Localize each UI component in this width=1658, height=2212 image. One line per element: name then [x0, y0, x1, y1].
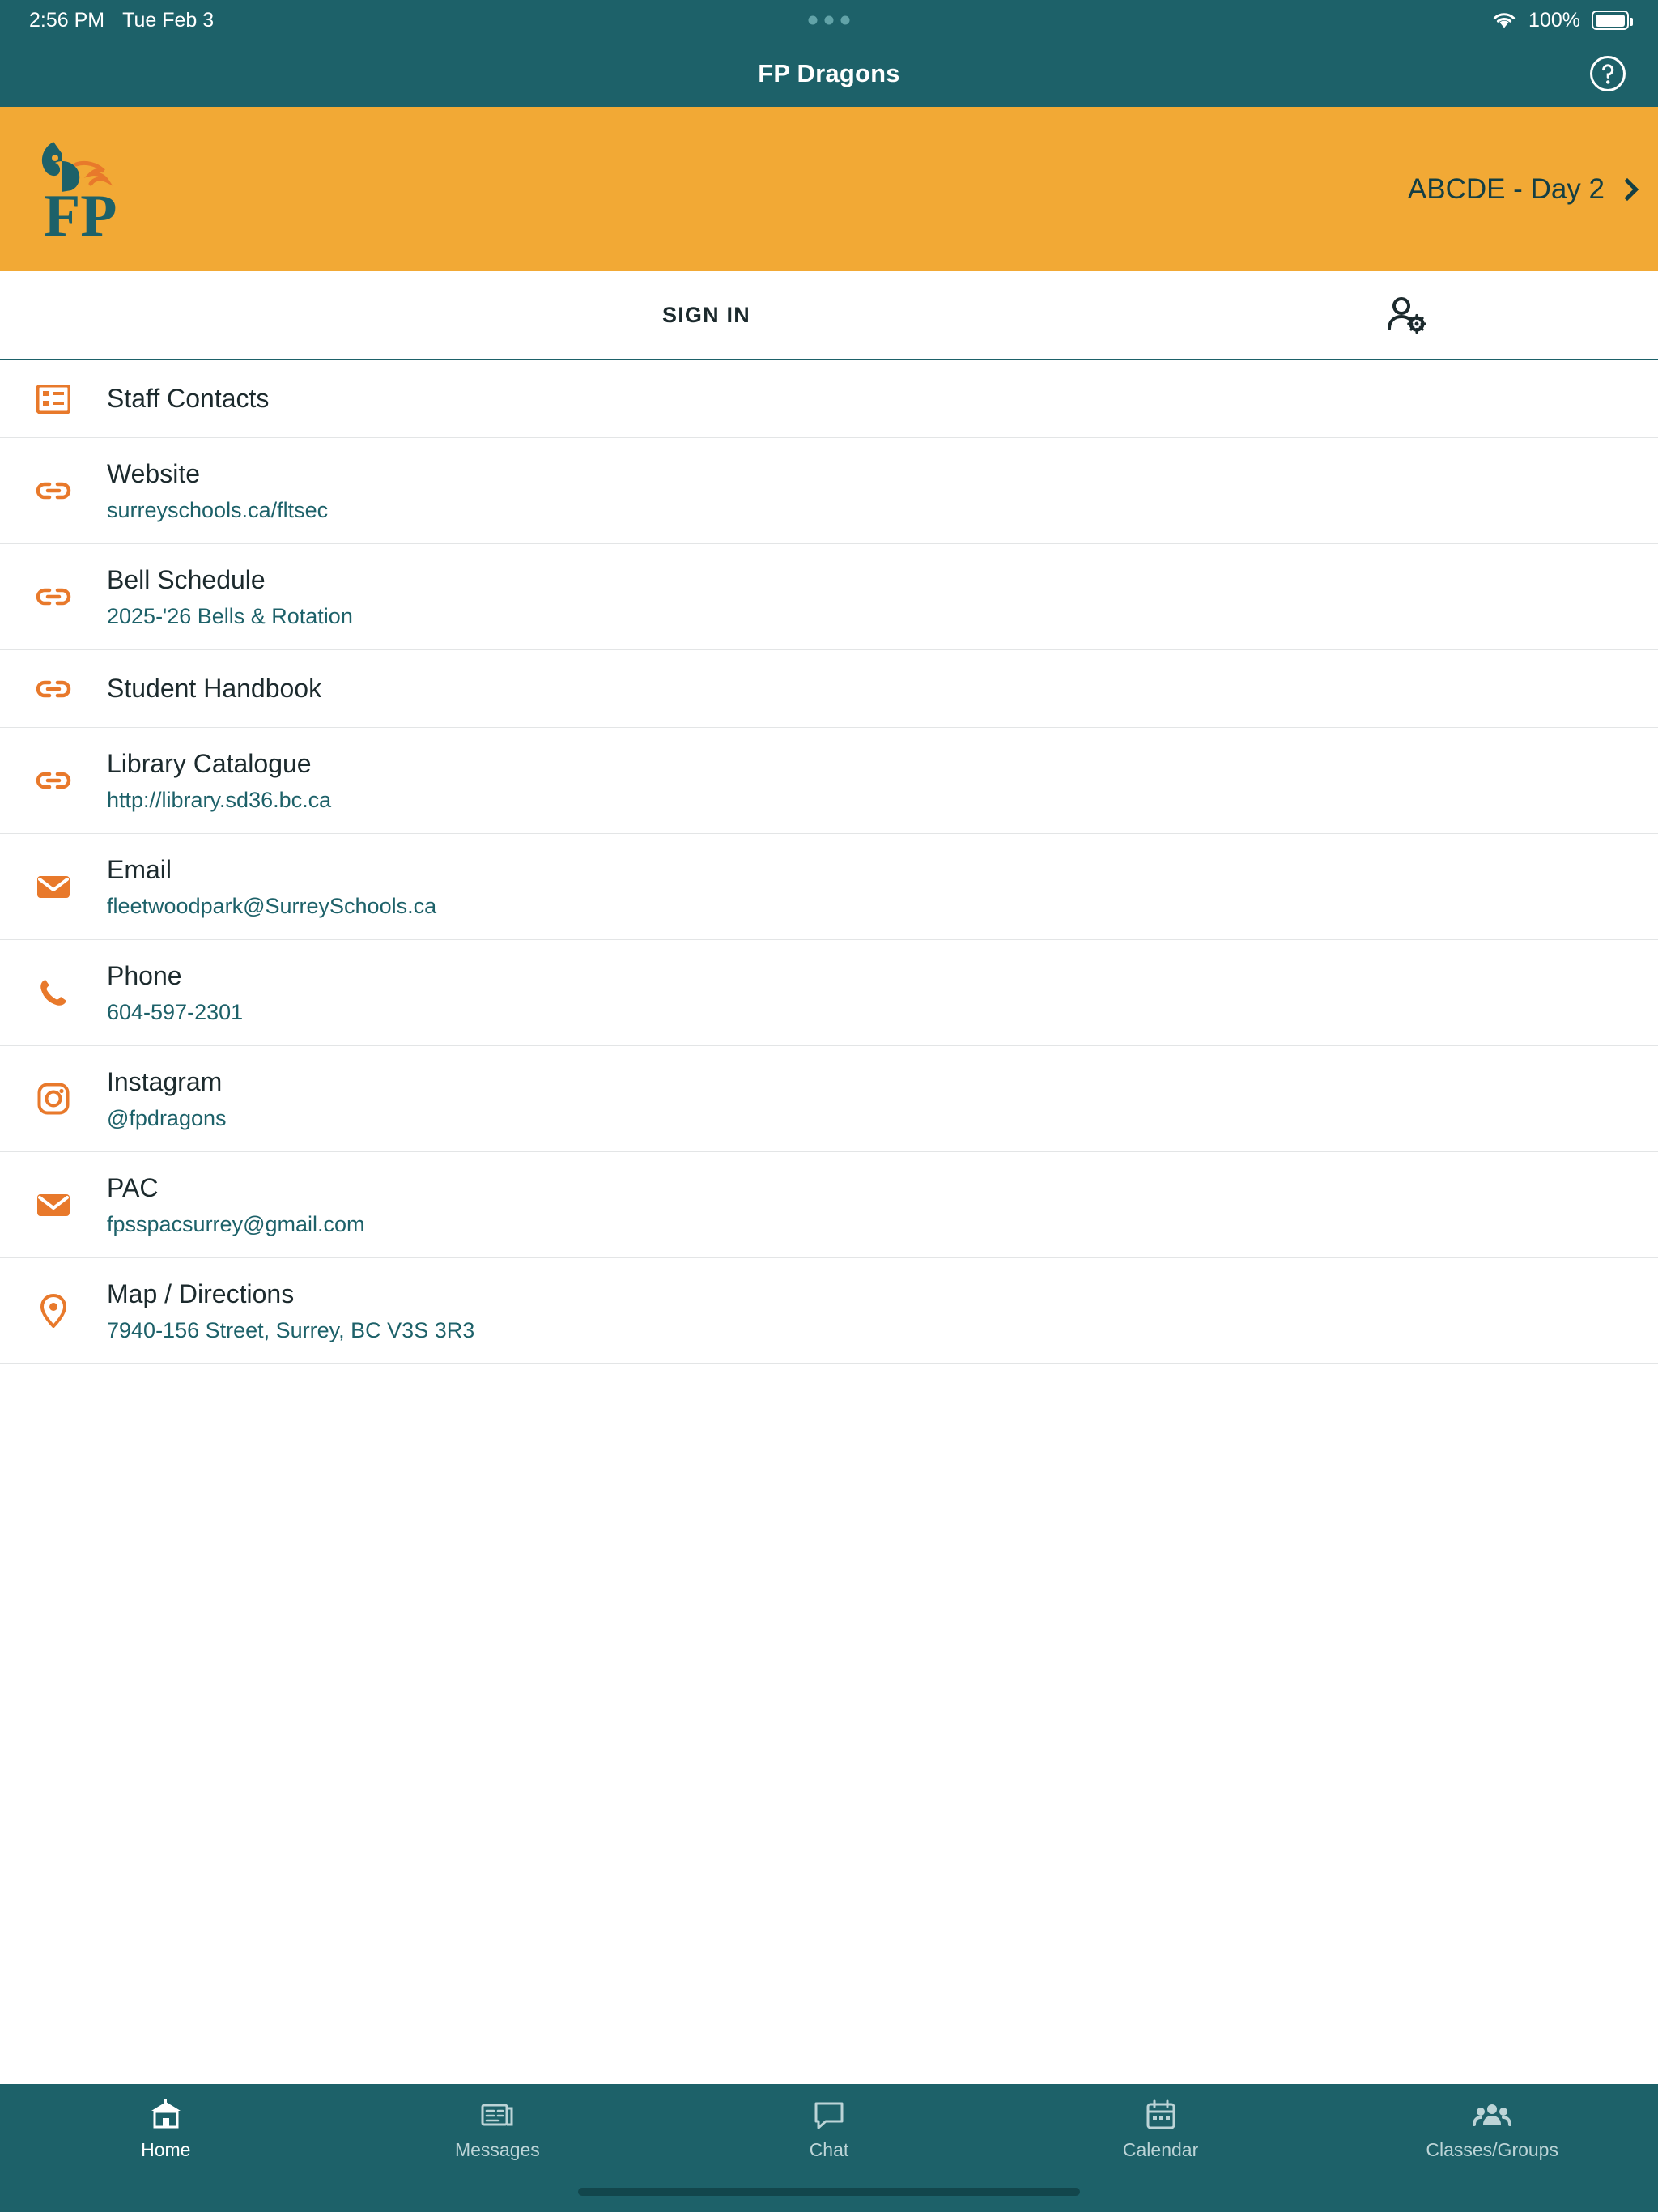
list-item-text: [107, 855, 436, 919]
tab-label: Home: [141, 2139, 191, 2160]
tab-label: Classes/Groups: [1426, 2139, 1558, 2160]
list-item-subtitle: fleetwoodpark@SurreySchools.ca: [107, 893, 437, 918]
list-item-subtitle: 7940-156 Street, Surrey, BC V3S 3R3: [107, 1317, 475, 1342]
list-item-subtitle: fpsspacsurrey@gmail.com: [107, 1211, 365, 1236]
sign-in-button[interactable]: SIGN IN: [662, 302, 750, 327]
list-item-text: [107, 1173, 365, 1237]
info-list: [0, 360, 1658, 2084]
list-item-subtitle: surreyschools.ca/fltsec: [107, 497, 329, 522]
link-icon: [0, 676, 107, 702]
home-school-icon: [149, 2097, 183, 2133]
status-dots-icon: [809, 16, 850, 25]
tab-label: Calendar: [1122, 2139, 1199, 2160]
list-icon: [0, 385, 107, 414]
rotation-label: ABCDE - Day 2: [1407, 172, 1605, 205]
list-item-text: [107, 1279, 474, 1343]
instagram-icon: [0, 1083, 107, 1115]
list-item[interactable]: [0, 728, 1658, 834]
phone-icon: [0, 977, 107, 1008]
svg-text:FP: FP: [44, 182, 117, 249]
list-item-text: [107, 459, 328, 523]
battery-percent-label: 100%: [1528, 8, 1580, 32]
groups-icon: [1473, 2097, 1511, 2133]
rotation-selector[interactable]: [1408, 173, 1635, 206]
envelope-icon: [0, 873, 107, 900]
chat-bubble-icon: [813, 2097, 845, 2133]
status-right: [1491, 9, 1629, 32]
list-item[interactable]: [0, 360, 1658, 438]
tab-label: Chat: [809, 2139, 849, 2160]
calendar-icon: [1146, 2097, 1176, 2133]
list-item[interactable]: [0, 834, 1658, 940]
manage-account-icon[interactable]: [1383, 292, 1428, 338]
list-item-subtitle: http://library.sd36.bc.ca: [107, 787, 332, 812]
page-title: FP Dragons: [758, 59, 900, 87]
list-item-title: Map / Directions: [107, 1278, 295, 1308]
list-item[interactable]: [0, 1258, 1658, 1364]
list-item-subtitle: 604-597-2301: [107, 999, 244, 1024]
list-item-text: [107, 384, 269, 414]
tab-bar: [0, 2084, 1658, 2183]
status-time: 2:56 PM: [29, 8, 105, 32]
list-item-text: [107, 1067, 227, 1131]
list-item[interactable]: [0, 1046, 1658, 1152]
tab-calendar[interactable]: [995, 2097, 1327, 2161]
list-item-title: Instagram: [107, 1066, 223, 1096]
list-item[interactable]: [0, 650, 1658, 728]
wifi-icon: [1491, 11, 1517, 30]
list-item-title: PAC: [107, 1172, 159, 1202]
messages-icon: [480, 2097, 514, 2133]
tab-label: Messages: [454, 2139, 540, 2160]
list-item[interactable]: [0, 438, 1658, 544]
link-icon: [0, 478, 107, 504]
map-pin-icon: [0, 1294, 107, 1328]
list-item-text: [107, 565, 353, 629]
envelope-icon: [0, 1191, 107, 1219]
list-item-title: Staff Contacts: [107, 384, 270, 413]
status-left: [29, 9, 214, 32]
list-item[interactable]: [0, 544, 1658, 650]
list-item-text: [107, 961, 243, 1025]
home-indicator: [0, 2183, 1658, 2212]
list-item[interactable]: [0, 1152, 1658, 1258]
list-item-title: Email: [107, 854, 172, 884]
tab-messages[interactable]: [332, 2097, 664, 2161]
list-item-subtitle: 2025-'26 Bells & Rotation: [107, 603, 353, 628]
list-item-title: Phone: [107, 960, 182, 990]
help-circle-icon[interactable]: [1588, 54, 1627, 93]
school-banner: [0, 107, 1658, 271]
chevron-right-icon: [1616, 177, 1639, 200]
tab-chat[interactable]: [663, 2097, 995, 2161]
list-item[interactable]: [0, 940, 1658, 1046]
list-item-text: [107, 749, 331, 813]
link-icon: [0, 768, 107, 793]
tab-home[interactable]: [0, 2097, 332, 2161]
link-icon: [0, 584, 107, 610]
list-item-title: Student Handbook: [107, 674, 322, 703]
battery-icon: [1592, 11, 1629, 30]
list-item-title: Library Catalogue: [107, 748, 312, 778]
tab-classes-groups[interactable]: [1326, 2097, 1658, 2161]
status-date: Tue Feb 3: [122, 8, 215, 32]
list-item-text: [107, 674, 321, 704]
navigation-bar: [0, 40, 1658, 107]
status-bar: [0, 0, 1658, 40]
list-item-title: Bell Schedule: [107, 564, 266, 594]
signin-bar: [0, 271, 1658, 360]
list-item-subtitle: @fpdragons: [107, 1105, 227, 1130]
school-dragon-logo: [26, 129, 139, 250]
list-item-title: Website: [107, 458, 201, 488]
